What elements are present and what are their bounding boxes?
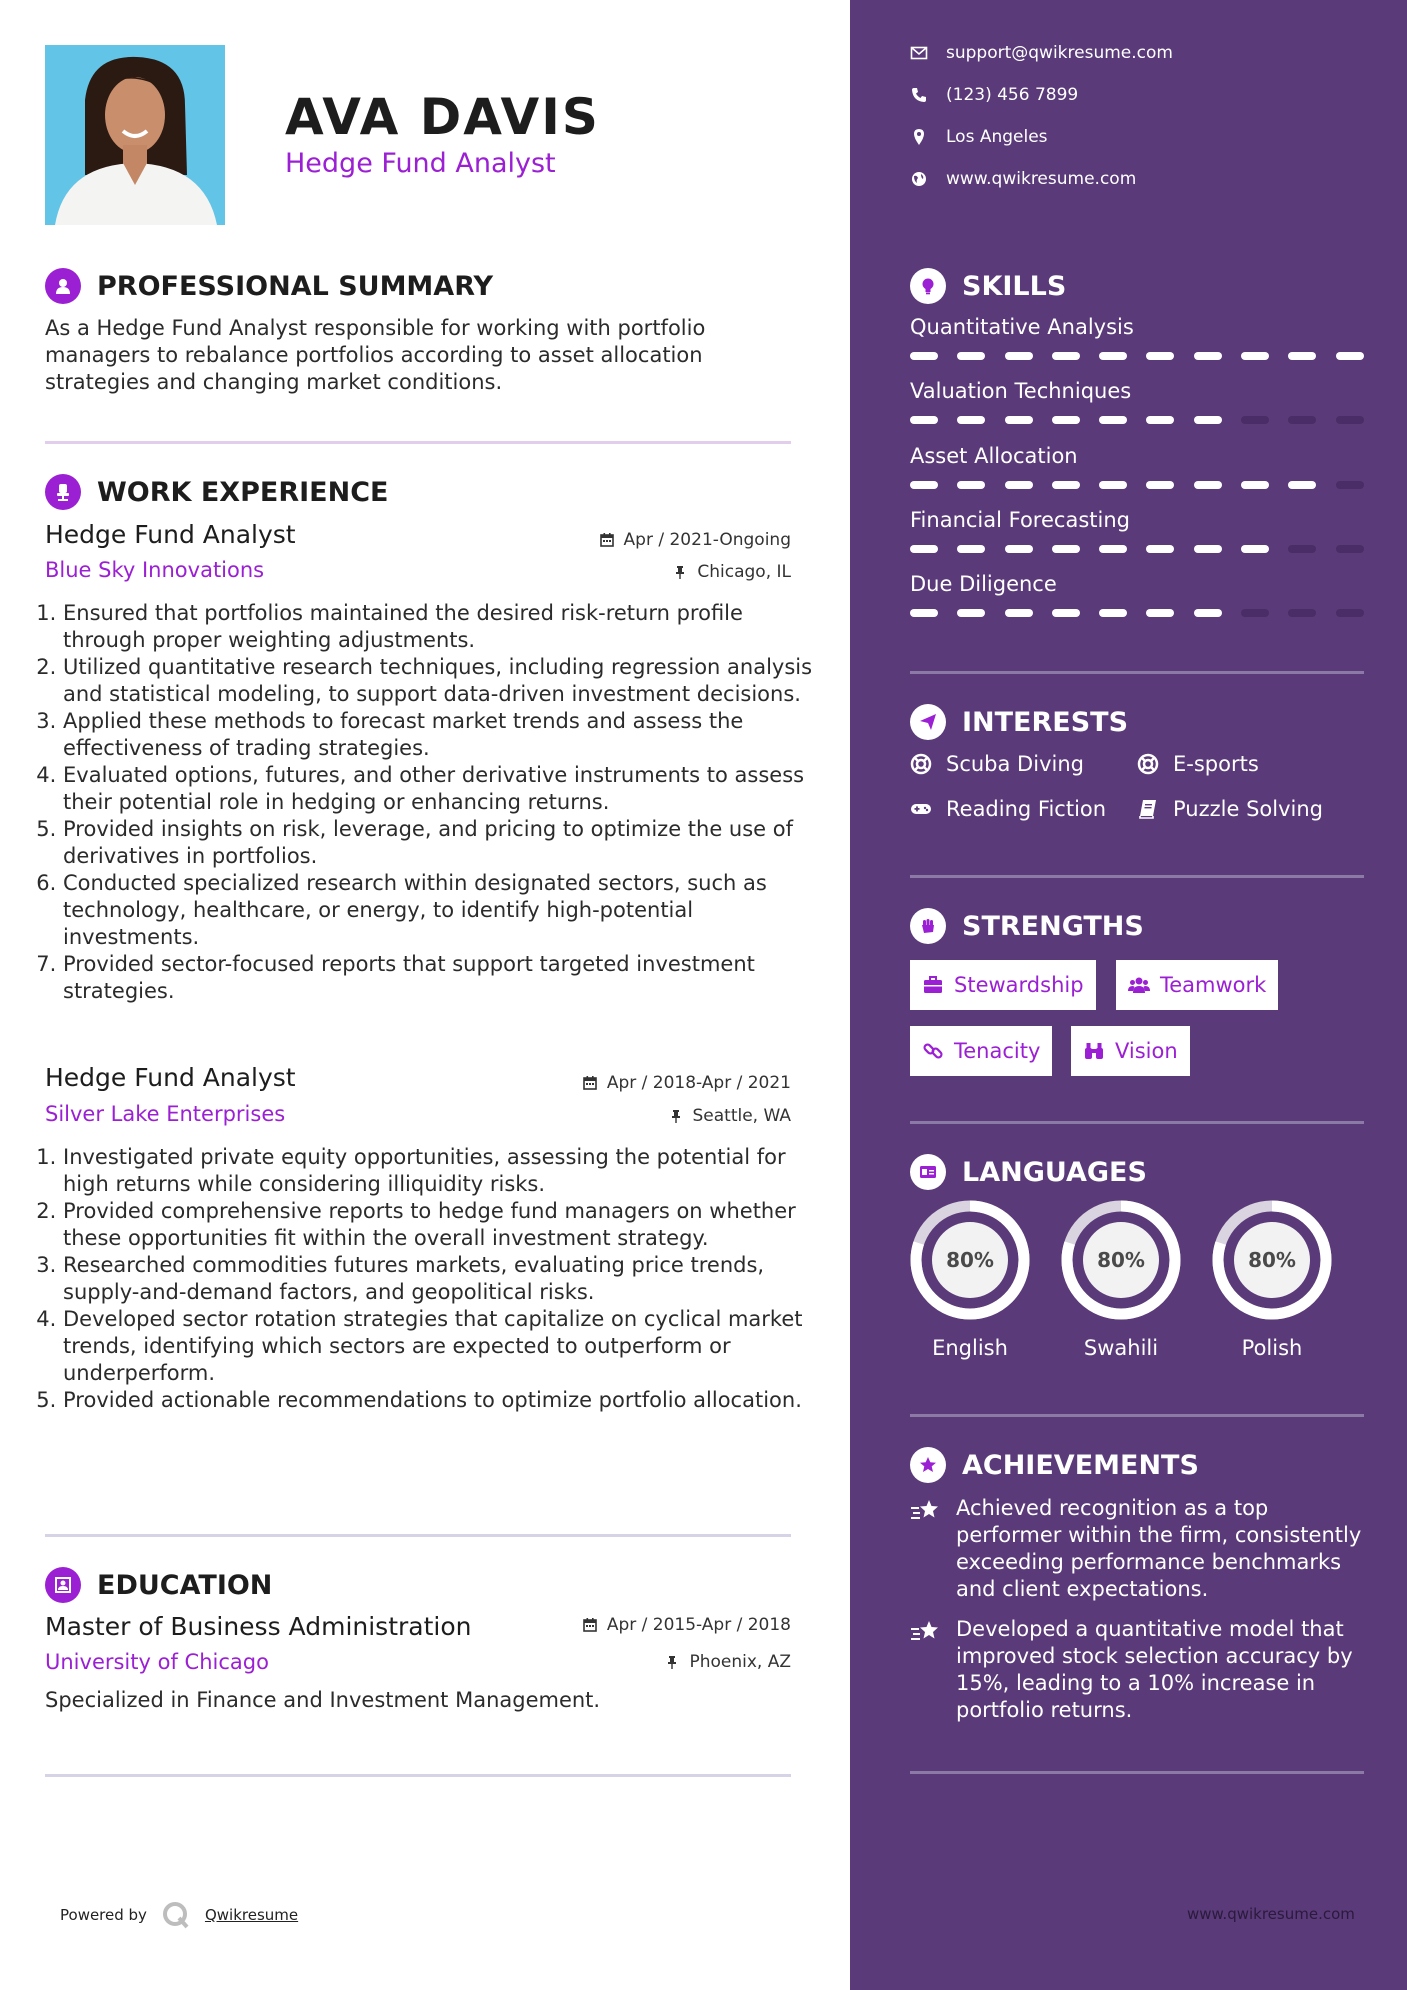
shooting-star-icon (910, 1618, 942, 1648)
paper-plane-icon (910, 704, 946, 740)
education-title: EDUCATION (97, 1569, 273, 1601)
skill-dash-filled (1005, 352, 1033, 360)
divider (45, 441, 791, 444)
pin-icon (669, 1109, 683, 1123)
skill-dash-empty (1288, 416, 1316, 424)
language-icon (910, 1154, 946, 1190)
achievement-text: Developed a quantitative model that improved stock selection accuracy by 15%, leading to a 10% increase in portfolio returns. (956, 1617, 1353, 1722)
location-text: Los Angeles (946, 127, 1048, 147)
skill-dash-filled (1052, 609, 1080, 617)
bullet-item: 7. Provided sector-focused reports that support targeted investment strategies. (63, 951, 818, 1005)
graduate-icon (45, 1567, 81, 1603)
divider (910, 1121, 1364, 1124)
powered-by (60, 1900, 298, 1930)
company-name: Blue Sky Innovations (45, 558, 265, 582)
skill-dash-filled (957, 481, 985, 489)
interest-label: E-sports (1173, 752, 1259, 776)
language-name: Swahili (1083, 1336, 1159, 1360)
language-name: English (932, 1336, 1008, 1360)
language-item (910, 1200, 1030, 1360)
gamepad-icon (910, 798, 932, 820)
skill-level-bar (910, 609, 1383, 617)
skill-name: Quantitative Analysis (910, 315, 1134, 339)
education-note: Specialized in Finance and Investment Management. (45, 1688, 601, 1712)
skill-dash-filled (1052, 545, 1080, 553)
skill-dash-empty (1288, 609, 1316, 617)
interest-item (910, 752, 1084, 776)
divider (910, 1771, 1364, 1774)
degree-title: Master of Business Administration (45, 1612, 472, 1641)
skills-title: SKILLS (962, 270, 1067, 302)
job-location-text: Seattle, WA (692, 1106, 791, 1126)
skill-dash-filled (1099, 416, 1127, 424)
divider (45, 1534, 791, 1537)
skill-level-bar (910, 545, 1383, 553)
email-text[interactable]: support@qwikresume.com (946, 43, 1173, 63)
job-location (669, 1106, 792, 1126)
link-icon (922, 1040, 944, 1062)
qwikresume-link[interactable]: Qwikresume (204, 1906, 299, 1924)
skill-dash-filled (1099, 545, 1127, 553)
skill-dash-filled (1336, 352, 1364, 360)
skill-level-bar (910, 416, 1383, 424)
job-location-text: Chicago, IL (697, 562, 791, 582)
company-name: Silver Lake Enterprises (45, 1102, 286, 1126)
job-title: Hedge Fund Analyst (45, 1063, 296, 1092)
school-name: University of Chicago (45, 1650, 269, 1674)
bullet-item: 5. Provided actionable recommendations to optimize portfolio allocation. (63, 1387, 818, 1414)
strengths-heading (910, 908, 1144, 944)
strength-label: Vision (1115, 1039, 1178, 1063)
bullet-item: 2. Provided comprehensive reports to hedge fund managers on whether these opportunities fit within the overall investment strategy. (63, 1198, 818, 1252)
users-icon (1128, 974, 1150, 996)
education-dates-text: Apr / 2015-Apr / 2018 (606, 1615, 791, 1635)
lightbulb-icon (910, 268, 946, 304)
language-item (1061, 1200, 1181, 1360)
job-dates (600, 530, 791, 550)
divider (910, 1414, 1364, 1417)
achievement-text: Achieved recognition as a top performer within the firm, consistently exceeding performance benchmarks and client expectations. (956, 1496, 1362, 1601)
map-marker-icon (910, 128, 928, 146)
profile-photo (45, 45, 225, 225)
skill-dash-empty (1241, 416, 1269, 424)
calendar-icon (583, 1618, 597, 1632)
skill-dash-filled (1288, 352, 1316, 360)
job-bullets (45, 1144, 818, 1414)
pin-icon (665, 1655, 679, 1669)
bullet-item: 6. Conducted specialized research within designated sectors, such as technology, healthcare, or energy, to identify high-potential investments. (63, 870, 818, 951)
bullet-item: 4. Evaluated options, futures, and other derivative instruments to assess their potential role in hedging or enhancing returns. (63, 762, 818, 816)
skill-dash-filled (1099, 481, 1127, 489)
skill-dash-filled (910, 481, 938, 489)
bullet-item: 3. Researched commodities futures markets, evaluating price trends, supply-and-demand factors, and geopolitical risks. (63, 1252, 818, 1306)
interest-label: Scuba Diving (946, 752, 1084, 776)
skill-name: Financial Forecasting (910, 508, 1130, 532)
language-progress-ring (1061, 1200, 1181, 1320)
strength-label: Tenacity (954, 1039, 1041, 1063)
skill-dash-empty (1336, 481, 1364, 489)
shooting-star-icon (910, 1497, 942, 1527)
sidebar (850, 0, 1407, 1990)
contact-phone (910, 85, 1078, 105)
job-location (673, 562, 791, 582)
contact-email (910, 43, 1173, 63)
language-progress-ring (1212, 1200, 1332, 1320)
footer-website[interactable]: www.qwikresume.com (1187, 1905, 1355, 1923)
job-dates-text: Apr / 2021-Ongoing (623, 530, 791, 550)
calendar-icon (600, 533, 614, 547)
interests-heading (910, 704, 1128, 740)
powered-label: Powered by (60, 1906, 147, 1924)
language-percent: 80% (946, 1248, 994, 1272)
skill-dash-filled (1194, 609, 1222, 617)
skill-dash-filled (1099, 609, 1127, 617)
strength-chip (1071, 1026, 1190, 1076)
skill-dash-empty (1336, 609, 1364, 617)
skill-dash-filled (910, 352, 938, 360)
language-progress-ring (910, 1200, 1030, 1320)
skill-dash-filled (1146, 609, 1174, 617)
skill-dash-empty (1336, 416, 1364, 424)
skill-dash-filled (1146, 352, 1174, 360)
job-dates-text: Apr / 2018-Apr / 2021 (606, 1073, 791, 1093)
interest-item (1137, 797, 1323, 821)
phone-text[interactable]: (123) 456 7899 (946, 85, 1079, 105)
job-bullets (45, 600, 818, 1005)
contact-location (910, 127, 1048, 147)
summary-text: As a Hedge Fund Analyst responsible for working with portfolio managers to rebalance portfolios according to asset allocation strategies and changing market conditions. (45, 316, 706, 394)
language-percent: 80% (1097, 1248, 1145, 1272)
skill-dash-filled (1194, 481, 1222, 489)
skill-dash-filled (910, 609, 938, 617)
achievement-item (910, 1616, 1370, 1724)
language-name: Polish (1241, 1336, 1303, 1360)
skill-name: Asset Allocation (910, 444, 1078, 468)
language-percent: 80% (1248, 1248, 1296, 1272)
phone-icon (910, 86, 928, 104)
strength-chip (910, 1026, 1052, 1076)
interest-label: Puzzle Solving (1173, 797, 1323, 821)
skill-dash-filled (957, 545, 985, 553)
star-badge-icon (910, 1447, 946, 1483)
skill-dash-filled (1005, 545, 1033, 553)
summary-title: PROFESSIONAL SUMMARY (97, 270, 494, 302)
skill-name: Valuation Techniques (910, 379, 1132, 403)
skill-dash-filled (957, 352, 985, 360)
divider (910, 671, 1364, 674)
skill-dash-filled (1005, 481, 1033, 489)
skill-dash-filled (1005, 609, 1033, 617)
bullet-item: 5. Provided insights on risk, leverage, and pricing to optimize the use of derivatives in portfolios. (63, 816, 818, 870)
skill-dash-filled (957, 416, 985, 424)
binoculars-icon (1083, 1040, 1105, 1062)
bullet-item: 3. Applied these methods to forecast market trends and assess the effectiveness of trading strategies. (63, 708, 818, 762)
education-dates (583, 1615, 791, 1635)
strength-label: Teamwork (1160, 973, 1267, 997)
work-title: WORK EXPERIENCE (97, 476, 389, 508)
education-heading (45, 1567, 272, 1603)
envelope-icon (910, 44, 928, 62)
work-heading (45, 474, 388, 510)
bullet-item: 1. Ensured that portfolios maintained the desired risk-return profile through proper weighting adjustments. (63, 600, 818, 654)
calendar-icon (583, 1076, 597, 1090)
book-icon (1137, 798, 1159, 820)
website-text[interactable]: www.qwikresume.com (946, 169, 1137, 189)
candidate-name: AVA DAVIS (285, 88, 600, 146)
job-title: Hedge Fund Analyst (45, 520, 296, 549)
achievement-item (910, 1495, 1370, 1603)
globe-icon (910, 170, 928, 188)
briefcase-icon (922, 974, 944, 996)
lifebuoy-icon (1137, 753, 1159, 775)
skill-dash-empty (1288, 545, 1316, 553)
strength-chip (910, 960, 1096, 1010)
skill-dash-filled (1241, 481, 1269, 489)
strength-chip (1116, 960, 1278, 1010)
skill-level-bar (910, 481, 1383, 489)
skill-dash-filled (1146, 545, 1174, 553)
skill-name: Due Diligence (910, 572, 1057, 596)
skill-dash-empty (1241, 609, 1269, 617)
skill-dash-filled (1146, 416, 1174, 424)
skill-dash-filled (1288, 481, 1316, 489)
skill-level-bar (910, 352, 1383, 360)
skill-dash-filled (1005, 416, 1033, 424)
fist-icon (910, 908, 946, 944)
skill-dash-filled (957, 609, 985, 617)
achievements-heading (910, 1447, 1199, 1483)
lifebuoy-icon (910, 753, 932, 775)
bullet-item: 4. Developed sector rotation strategies that capitalize on cyclical market trends, identifying which sectors are expected to outperform or underperform. (63, 1306, 818, 1387)
interest-label: Reading Fiction (946, 797, 1107, 821)
user-icon (45, 268, 81, 304)
achievements-title: ACHIEVEMENTS (962, 1449, 1199, 1481)
divider (910, 875, 1364, 878)
skill-dash-filled (1052, 481, 1080, 489)
languages-heading (910, 1154, 1147, 1190)
office-chair-icon (45, 474, 81, 510)
qwikresume-logo-icon (161, 1900, 191, 1930)
candidate-role: Hedge Fund Analyst (285, 148, 556, 179)
skill-dash-filled (1194, 352, 1222, 360)
skill-dash-filled (1052, 352, 1080, 360)
strength-label: Stewardship (954, 973, 1084, 997)
interest-item (910, 797, 1106, 821)
bullet-item: 1. Investigated private equity opportunities, assessing the potential for high returns while considering illiquidity risks. (63, 1144, 818, 1198)
skill-dash-filled (1194, 416, 1222, 424)
skill-dash-filled (1146, 481, 1174, 489)
skill-dash-filled (1241, 352, 1269, 360)
skill-dash-filled (1194, 545, 1222, 553)
education-location-text: Phoenix, AZ (689, 1652, 791, 1672)
skill-dash-filled (1099, 352, 1127, 360)
skill-dash-filled (1241, 545, 1269, 553)
bullet-item: 2. Utilized quantitative research techniques, including regression analysis and statistical modeling, to support data-driven investment decisions. (63, 654, 818, 708)
pin-icon (673, 565, 687, 579)
education-location (665, 1652, 791, 1672)
interest-item (1137, 752, 1259, 776)
skill-dash-filled (910, 416, 938, 424)
divider (45, 1774, 791, 1777)
job-dates (583, 1073, 791, 1093)
skills-heading (910, 268, 1066, 304)
skill-dash-filled (910, 545, 938, 553)
language-item (1212, 1200, 1332, 1360)
languages-title: LANGUAGES (962, 1156, 1147, 1188)
strengths-title: STRENGTHS (962, 910, 1144, 942)
interests-title: INTERESTS (962, 706, 1129, 738)
skill-dash-empty (1336, 545, 1364, 553)
summary-heading (45, 268, 493, 304)
contact-website (910, 169, 1136, 189)
skill-dash-filled (1052, 416, 1080, 424)
